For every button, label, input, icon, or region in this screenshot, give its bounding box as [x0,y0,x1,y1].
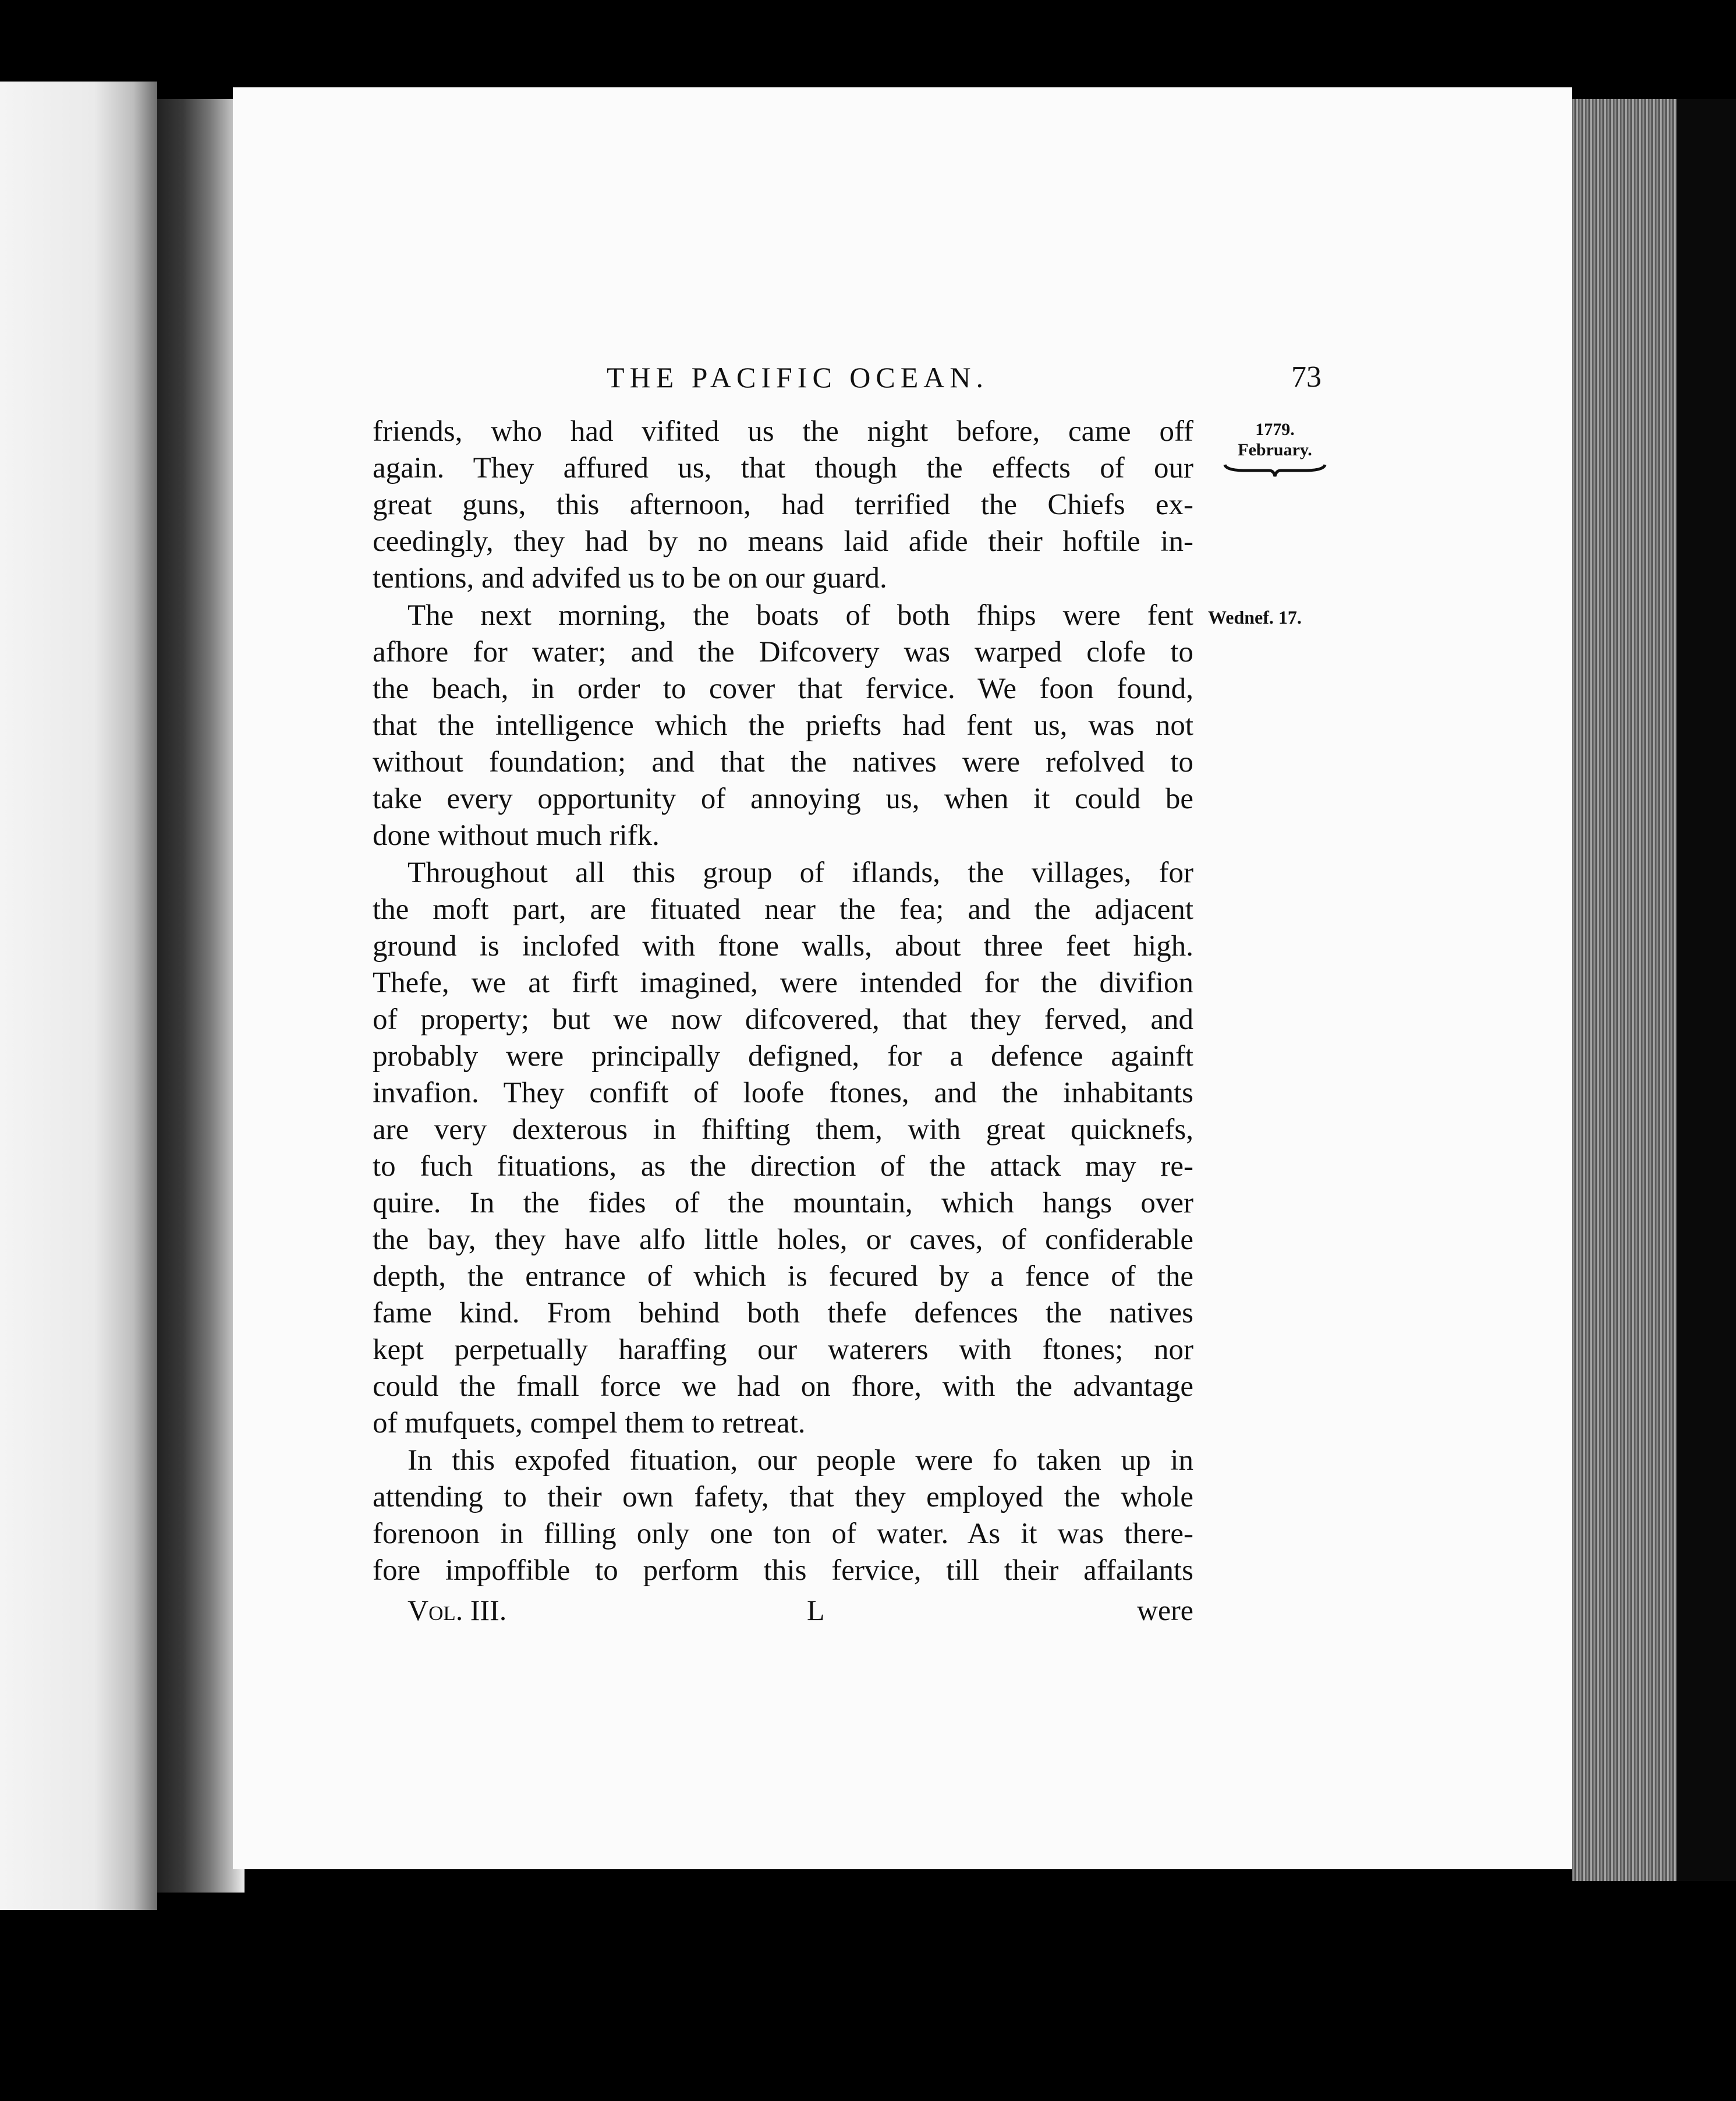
text-line: tentions, and advifed us to be on our guard. [373,562,887,595]
text-line: Throughout all this group of iflands, the villages, for [408,857,1193,889]
margin-brace-icon [1220,461,1330,482]
text-line: take every opportunity of annoying us, when it could be [373,783,1193,815]
text-line: forenoon in filling only one ton of water. As it was there- [373,1518,1193,1550]
text-line: the beach, in order to cover that fervice. We foon found, [373,673,1193,705]
text-line: done without much rifk. [373,819,660,852]
text-line: attending to their own fafety, that they employed the whole [373,1481,1193,1513]
text-line: without foundation; and that the natives were refolved to [373,746,1193,779]
page-block-edge [1572,99,1677,1881]
text-line: the moft part, are fituated near the fea; and the adjacent [373,893,1193,926]
text-line: The next morning, the boats of both fhips were fent [408,599,1193,632]
book-gutter [157,99,245,1893]
paragraph [373,597,1193,854]
text-line: afhore for water; and the Difcovery was warped clofe to [373,636,1193,668]
text-line: depth, the entrance of which is fecured by a fence of the [373,1260,1193,1293]
scan-border-top [0,0,1736,82]
scan-border-bottom [0,1910,1736,2101]
page-number: 73 [1291,360,1322,394]
text-line: are very dexterous in fhifting them, with great quicknefs, [373,1113,1193,1146]
body-text [373,413,1193,1590]
margin-date-note [1220,419,1330,482]
text-line: quire. In the fides of the mountain, which hangs over [373,1187,1193,1219]
text-line: Thefe, we at firft imagined, were intended for the divifion [373,967,1193,999]
text-line: of mufquets, compel them to retreat. [373,1407,806,1439]
catchword: were [1136,1594,1193,1626]
text-line: In this expofed fituation, our people were fo taken up in [408,1444,1193,1477]
margin-day-note: Wednef. 17. [1208,607,1302,628]
paragraph [373,855,1193,1442]
text-line: ground is inclofed with ftone walls, about three feet high. [373,930,1193,963]
scan-border-right [1677,99,1736,1881]
paragraph [373,1442,1193,1589]
text-line: to fuch fituations, as the direction of the attack may re- [373,1150,1193,1183]
text-line: fore impoffible to perform this fervice, till their affailants [373,1554,1193,1587]
text-line: that the intelligence which the priefts had fent us, was not [373,709,1193,742]
text-line: of property; but we now difcovered, that they ferved, and [373,1003,1193,1036]
text-line: friends, who had vifited us the night before, came off [373,415,1193,448]
paragraph [373,413,1193,597]
text-line: the bay, they have alfo little holes, or caves, of confiderable [373,1223,1193,1256]
facing-page-edge [0,82,157,1910]
margin-year: 1779. [1255,420,1295,439]
margin-month: February. [1238,440,1312,459]
text-line: invafion. They confift of loofe ftones, and the inhabitants [373,1077,1193,1109]
text-line: again. They affured us, that though the effects of our [373,452,1193,484]
text-line: probably were principally defigned, for a defence againft [373,1040,1193,1073]
text-line: great guns, this afternoon, had terrified the Chiefs ex- [373,489,1193,521]
text-line: kept perpetually haraffing our waterers with ftones; nor [373,1334,1193,1366]
page-footer [408,1593,1193,1628]
text-line: could the fmall force we had on fhore, with the advantage [373,1370,1193,1403]
volume-label: Vol. III. [408,1594,507,1626]
signature-mark: L [807,1594,825,1626]
text-line: fame kind. From behind both thefe defences the natives [373,1297,1193,1329]
running-head: THE PACIFIC OCEAN. [606,361,989,394]
text-line: ceedingly, they had by no means laid afide their hoftile in- [373,525,1193,558]
